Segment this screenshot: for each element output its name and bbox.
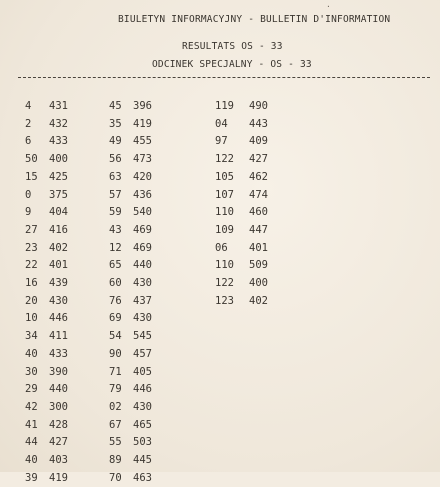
car-number: 40 (25, 454, 38, 467)
result-row (25, 187, 83, 205)
bulletin-title: BIULETYN INFORMACYJNY - BULLETIN D'INFORMATION (118, 14, 391, 25)
result-row (215, 275, 283, 293)
car-number: 9 (25, 206, 32, 219)
result-row (25, 133, 83, 151)
car-number: 70 (109, 471, 122, 484)
car-number: 110 (215, 259, 234, 272)
result-row (215, 116, 283, 134)
result-time: 430 (49, 294, 68, 307)
car-number: 55 (109, 436, 122, 449)
result-row (25, 98, 83, 116)
car-number: 6 (25, 135, 32, 148)
car-number: 04 (215, 117, 228, 130)
result-time: 439 (49, 277, 68, 290)
result-time: 396 (133, 100, 152, 112)
result-row (109, 240, 167, 258)
car-number: 20 (25, 294, 38, 307)
car-number: 56 (109, 153, 122, 166)
result-row (25, 222, 83, 240)
result-time: 430 (133, 277, 152, 290)
car-number: 105 (215, 170, 234, 183)
car-number: 59 (109, 206, 122, 219)
stage-title: ODCINEK SPECJALNY - OS - 33 (152, 59, 312, 70)
car-number: 57 (109, 188, 122, 201)
result-time: 465 (133, 418, 152, 431)
result-time: 404 (49, 206, 68, 219)
car-number: 43 (109, 223, 122, 236)
result-row (215, 187, 283, 205)
result-row (215, 151, 283, 169)
car-number: 63 (109, 170, 122, 183)
result-row (25, 293, 83, 311)
car-number: 67 (109, 418, 122, 431)
result-row (25, 434, 83, 452)
result-row (215, 133, 283, 151)
result-row (25, 346, 83, 364)
result-row (215, 240, 283, 258)
result-time: 469 (133, 223, 152, 236)
result-time: 540 (133, 206, 152, 219)
car-number: 27 (25, 223, 38, 236)
result-time: 390 (49, 365, 68, 378)
result-row (215, 98, 283, 116)
car-number: 123 (215, 294, 234, 307)
result-time: 490 (249, 100, 268, 112)
result-time: 428 (49, 418, 68, 431)
result-row (25, 204, 83, 222)
car-number: 65 (109, 259, 122, 272)
result-time: 445 (133, 454, 152, 467)
result-row (25, 151, 83, 169)
result-time: 503 (133, 436, 152, 449)
result-time: 430 (133, 400, 152, 413)
car-number: 109 (215, 223, 234, 236)
result-row (109, 275, 167, 293)
result-row (109, 204, 167, 222)
car-number: 76 (109, 294, 122, 307)
result-time: 409 (249, 135, 268, 148)
results-column-2 (109, 98, 167, 487)
car-number: 22 (25, 259, 38, 272)
result-row (109, 169, 167, 187)
car-number: 122 (215, 277, 234, 290)
result-row (215, 222, 283, 240)
result-row (109, 364, 167, 382)
result-time: 416 (49, 223, 68, 236)
car-number: 119 (215, 100, 234, 112)
result-row (215, 293, 283, 311)
car-number: 15 (25, 170, 38, 183)
result-time: 419 (133, 117, 152, 130)
car-number: 90 (109, 347, 122, 360)
result-time: 431 (49, 100, 68, 112)
result-time: 462 (249, 170, 268, 183)
result-time: 446 (49, 312, 68, 325)
result-time: 405 (133, 365, 152, 378)
car-number: 35 (109, 117, 122, 130)
car-number: 45 (109, 100, 122, 112)
car-number: 16 (25, 277, 38, 290)
result-row (109, 187, 167, 205)
result-time: 402 (249, 294, 268, 307)
car-number: 110 (215, 206, 234, 219)
car-number: 107 (215, 188, 234, 201)
car-number: 49 (109, 135, 122, 148)
car-number: 2 (25, 117, 32, 130)
result-time: 433 (49, 347, 68, 360)
result-row (215, 204, 283, 222)
result-row (25, 452, 83, 470)
result-time: 403 (49, 454, 68, 467)
result-time: 473 (133, 153, 152, 166)
car-number: 41 (25, 418, 38, 431)
car-number: 4 (25, 100, 32, 112)
result-row (109, 470, 167, 487)
car-number: 44 (25, 436, 38, 449)
car-number: 29 (25, 383, 38, 396)
car-number: 0 (25, 188, 32, 201)
result-time: 446 (133, 383, 152, 396)
car-number: 30 (25, 365, 38, 378)
result-time: 411 (49, 330, 68, 343)
car-number: 42 (25, 400, 38, 413)
result-row (109, 417, 167, 435)
result-row (109, 222, 167, 240)
car-number: 23 (25, 241, 38, 254)
result-row (25, 470, 83, 487)
result-time: 455 (133, 135, 152, 148)
result-row (25, 116, 83, 134)
car-number: 89 (109, 454, 122, 467)
car-number: 12 (109, 241, 122, 254)
car-number: 122 (215, 153, 234, 166)
result-time: 545 (133, 330, 152, 343)
result-row (25, 328, 83, 346)
car-number: 97 (215, 135, 228, 148)
car-number: 69 (109, 312, 122, 325)
result-time: 400 (249, 277, 268, 290)
results-column-3 (215, 98, 283, 310)
result-row (109, 293, 167, 311)
result-row (109, 381, 167, 399)
result-time: 440 (133, 259, 152, 272)
result-time: 457 (133, 347, 152, 360)
result-row (25, 257, 83, 275)
result-time: 437 (133, 294, 152, 307)
result-row (25, 240, 83, 258)
car-number: 40 (25, 347, 38, 360)
result-time: 427 (49, 436, 68, 449)
result-time: 463 (133, 471, 152, 484)
result-row (109, 452, 167, 470)
result-time: 436 (133, 188, 152, 201)
result-time: 401 (49, 259, 68, 272)
result-time: 425 (49, 170, 68, 183)
result-time: 420 (133, 170, 152, 183)
car-number: 71 (109, 365, 122, 378)
car-number: 60 (109, 277, 122, 290)
result-row (109, 328, 167, 346)
result-time: 300 (49, 400, 68, 413)
car-number: 10 (25, 312, 38, 325)
dashed-divider (18, 77, 430, 78)
result-time: 430 (133, 312, 152, 325)
result-time: 474 (249, 188, 268, 201)
result-time: 402 (49, 241, 68, 254)
result-time: 440 (49, 383, 68, 396)
result-time: 427 (249, 153, 268, 166)
result-time: 433 (49, 135, 68, 148)
result-time: 509 (249, 259, 268, 272)
results-title: RESULTATS OS - 33 (182, 41, 283, 52)
result-row (109, 346, 167, 364)
car-number: 54 (109, 330, 122, 343)
result-row (109, 133, 167, 151)
result-row (25, 310, 83, 328)
result-row (215, 257, 283, 275)
result-row (25, 364, 83, 382)
car-number: 02 (109, 400, 122, 413)
result-time: 401 (249, 241, 268, 254)
result-time: 400 (49, 153, 68, 166)
result-row (109, 434, 167, 452)
result-time: 469 (133, 241, 152, 254)
result-row (109, 151, 167, 169)
result-row (25, 417, 83, 435)
result-time: 419 (49, 471, 68, 484)
result-time: 443 (249, 117, 268, 130)
results-column-1 (25, 98, 83, 487)
result-time: 460 (249, 206, 268, 219)
result-row (109, 310, 167, 328)
result-time: 432 (49, 117, 68, 130)
result-time: 375 (49, 188, 68, 201)
result-row (109, 116, 167, 134)
result-row (25, 381, 83, 399)
result-row (25, 399, 83, 417)
result-row (109, 257, 167, 275)
corner-mark: · (326, 2, 331, 11)
result-row (215, 169, 283, 187)
car-number: 34 (25, 330, 38, 343)
result-row (109, 98, 167, 116)
result-row (25, 169, 83, 187)
car-number: 79 (109, 383, 122, 396)
result-row (25, 275, 83, 293)
result-row (109, 399, 167, 417)
result-time: 447 (249, 223, 268, 236)
car-number: 06 (215, 241, 228, 254)
car-number: 50 (25, 153, 38, 166)
car-number: 39 (25, 471, 38, 484)
